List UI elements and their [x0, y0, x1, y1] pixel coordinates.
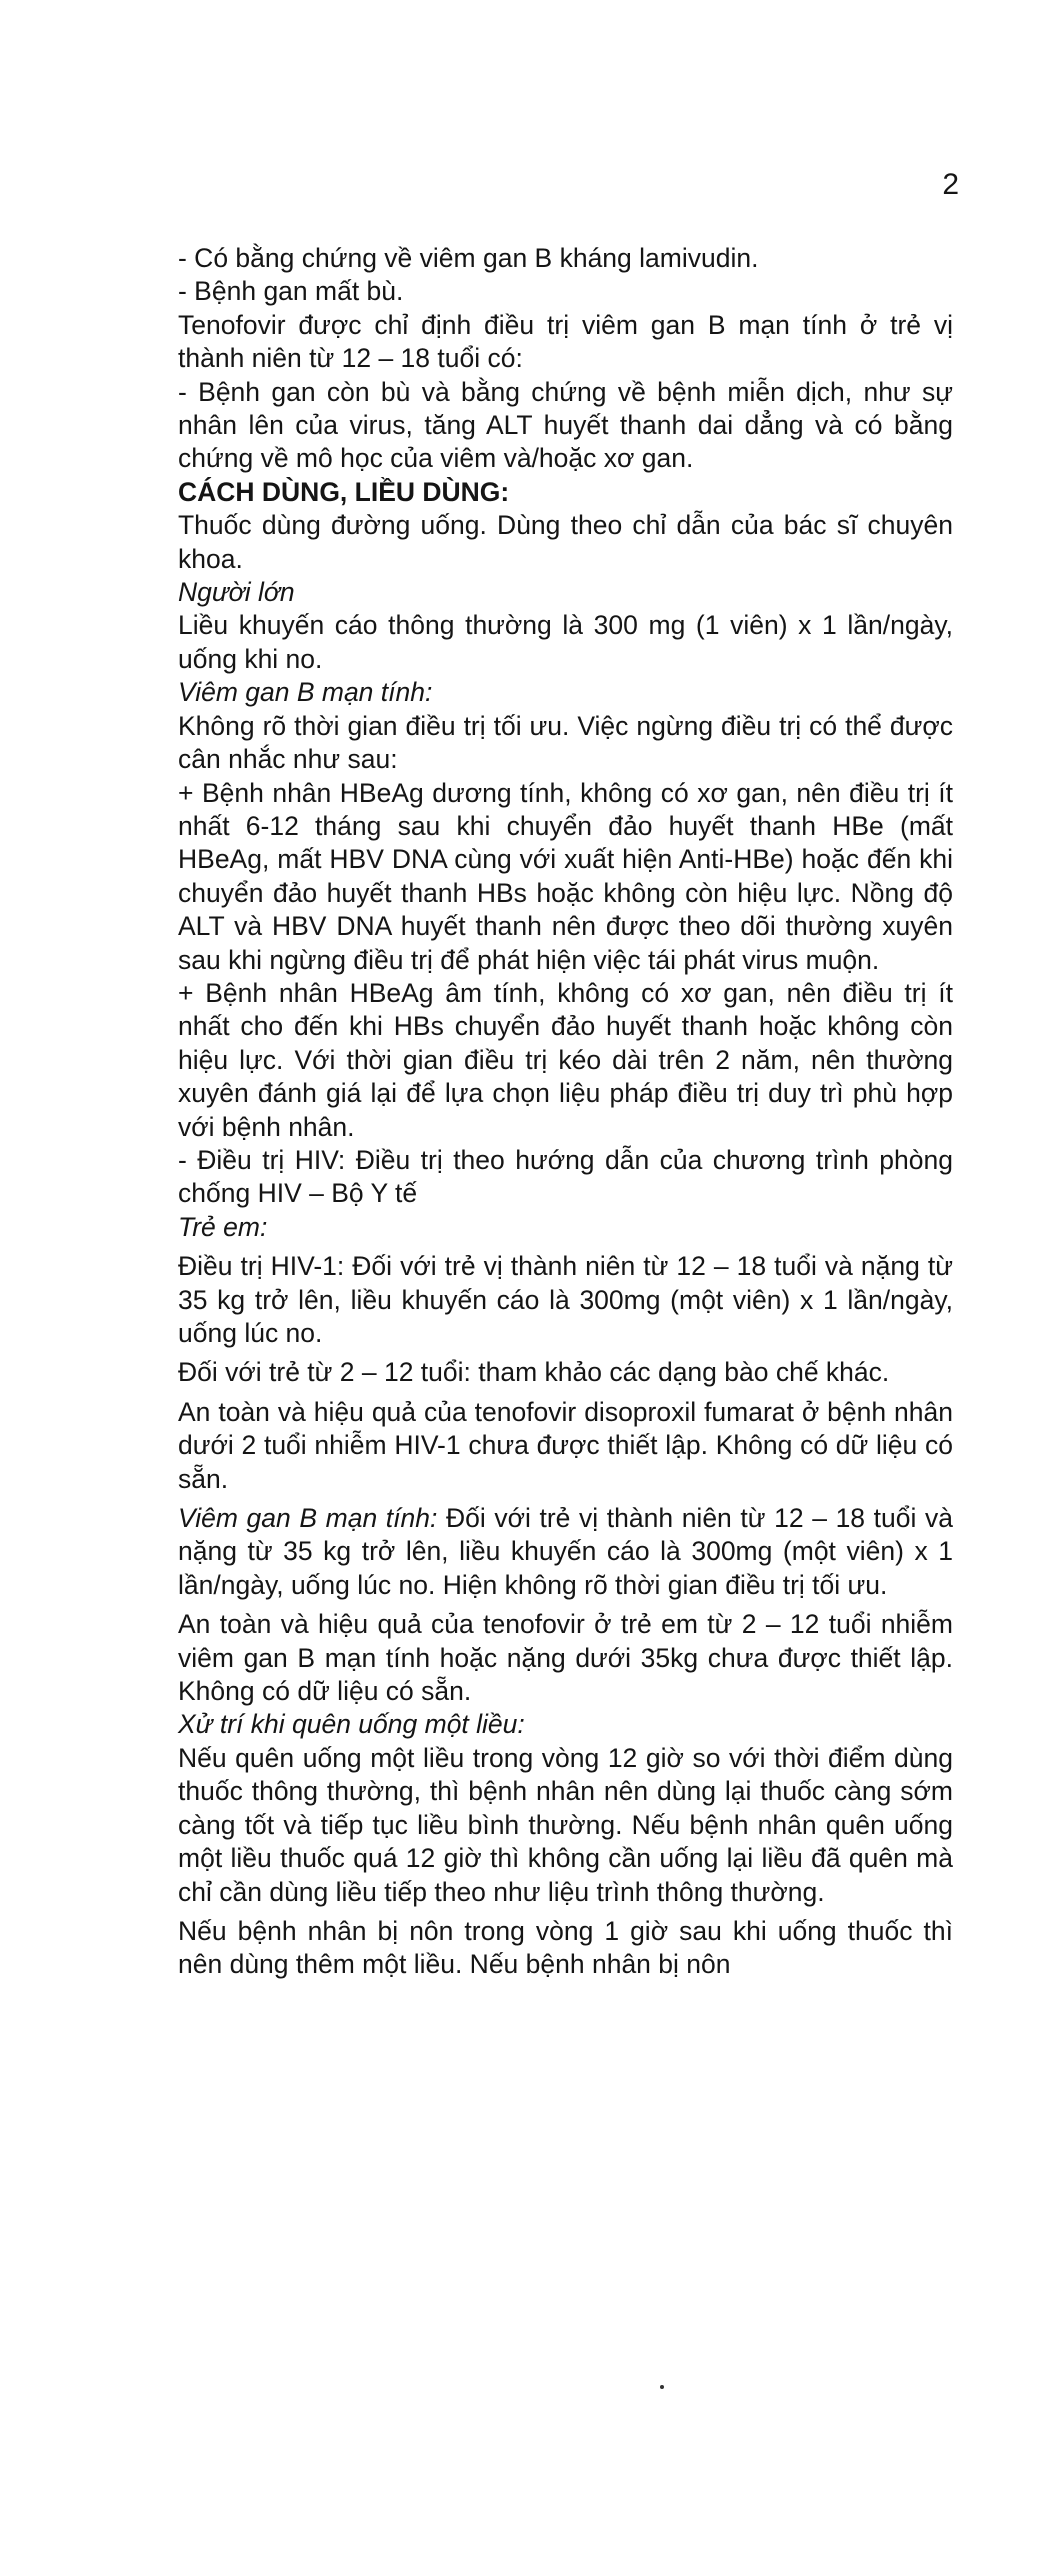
paragraph-age-2-12: Đối với trẻ từ 2 – 12 tuổi: tham khảo các dạng bào chế khác.: [178, 1357, 890, 1388]
section-heading-dosage: CÁCH DÙNG, LIỀU DÙNG:: [178, 476, 510, 507]
paragraph-compensated: - Bệnh gan còn bù và bằng chứng về bệnh miễn dịch, như sự nhân lên của virus, tăng ALT huyết thanh dai dẳng và có bằng chứng về mô học của viêm và/hoặc xơ gan.: [178, 376, 953, 474]
paragraph-hbeag-positive: + Bệnh nhân HBeAg dương tính, không có xơ gan, nên điều trị ít nhất 6-12 tháng sau khi chuyển đảo huyết thanh HBe (mất HBeAg, mất HBV DNA cùng với xuất hiện Anti-HBe) hoặc đến khi chuyển đảo huyết thanh HBs hoặc không còn hiệu lực. Nồng độ ALT và HBV DNA huyết thanh nên được theo dõi thường xuyên sau khi ngừng điều trị để phát hiện việc tái phát virus muộn.: [178, 777, 953, 975]
paragraph-hbeag-negative: + Bệnh nhân HBeAg âm tính, không có xơ gan, nên điều trị ít nhất cho đến khi HBs chuyển đảo huyết thanh hoặc không còn hiệu lực. Với thời gian điều trị kéo dài trên 2 năm, nên thường xuyên đánh giá lại để lựa chọn liệu pháp điều trị duy trì phù hợp với bệnh nhân.: [178, 977, 953, 1142]
paragraph-children-hbv: [178, 1502, 953, 1602]
paragraph-hiv1-children: Điều trị HIV-1: Đối với trẻ vị thành niên từ 12 – 18 tuổi và nặng từ 35 kg trở lên, liều khuyến cáo là 300mg (một viên) x 1 lần/ngày, uống lúc no.: [178, 1251, 953, 1348]
paragraph-vomiting: Nếu bệnh nhân bị nôn trong vòng 1 giờ sau khi uống thuốc thì nên dùng thêm một liều. Nếu bệnh nhân bị nôn: [178, 1915, 953, 1980]
paragraph-safety-2-12: An toàn và hiệu quả của tenofovir ở trẻ em từ 2 – 12 tuổi nhiễm viêm gan B mạn tính hoặc nặng dưới 35kg chưa được thiết lập. Không có dữ liệu có sẵn.: [178, 1609, 953, 1707]
paragraph-safety-under-2: An toàn và hiệu quả của tenofovir disoproxil fumarat ở bệnh nhân dưới 2 tuổi nhiễm HIV-1 chưa được thiết lập. Không có dữ liệu có sẵn.: [178, 1396, 953, 1494]
paragraph-oral-use: Thuốc dùng đường uống. Dùng theo chỉ dẫn của bác sĩ chuyên khoa.: [178, 510, 953, 574]
subheading-chronic-hbv: Viêm gan B mạn tính:: [178, 677, 433, 708]
children-hbv-text: Đối với trẻ vị thành niên từ 12 – 18 tuổi và nặng từ 35 kg trở lên, liều khuyến cáo là 300mg (một viên) x 1 lần/ngày, uống lúc no. Hiện không rõ thời gian điều trị tối ưu.: [178, 1503, 953, 1600]
paragraph-adolescent-indication: Tenofovir được chỉ định điều trị viêm gan B mạn tính ở trẻ vị thành niên từ 12 – 18 tuổi có:: [178, 309, 953, 374]
paragraph-adult-dose: Liều khuyến cáo thông thường là 300 mg (1 viên) x 1 lần/ngày, uống khi no.: [178, 610, 953, 674]
subheading-children: Trẻ em:: [178, 1211, 268, 1242]
paragraph-decompensated: - Bệnh gan mất bù.: [178, 276, 404, 307]
paragraph-duration: Không rõ thời gian điều trị tối ưu. Việc ngừng điều trị có thể được cân nhắc như sau:: [178, 710, 953, 775]
paragraph-hbv-lamivudine: - Có bằng chứng về viêm gan B kháng lamivudin.: [178, 243, 759, 273]
inline-subheading-chronic-hbv: Viêm gan B mạn tính:: [178, 1503, 438, 1534]
paragraph-missed-dose: Nếu quên uống một liều trong vòng 12 giờ so với thời điểm dùng thuốc thông thường, thì bệnh nhân nên dùng lại thuốc càng sớm càng tốt và tiếp tục liều bình thường. Nếu bệnh nhân quên uống một liều thuốc quá 12 giờ thì không cần uống lại liều đã quên mà chỉ cần dùng liều tiếp theo như liệu trình thông thường.: [178, 1742, 953, 1907]
paragraph-hiv-treatment: - Điều trị HIV: Điều trị theo hướng dẫn của chương trình phòng chống HIV – Bộ Y tế: [178, 1144, 953, 1209]
page-number: 2: [942, 168, 959, 201]
subheading-missed-dose: Xử trí khi quên uống một liều:: [178, 1709, 525, 1740]
document-body: [178, 242, 953, 1982]
scan-speck: [660, 2385, 664, 2389]
subheading-adults: Người lớn: [178, 577, 295, 608]
